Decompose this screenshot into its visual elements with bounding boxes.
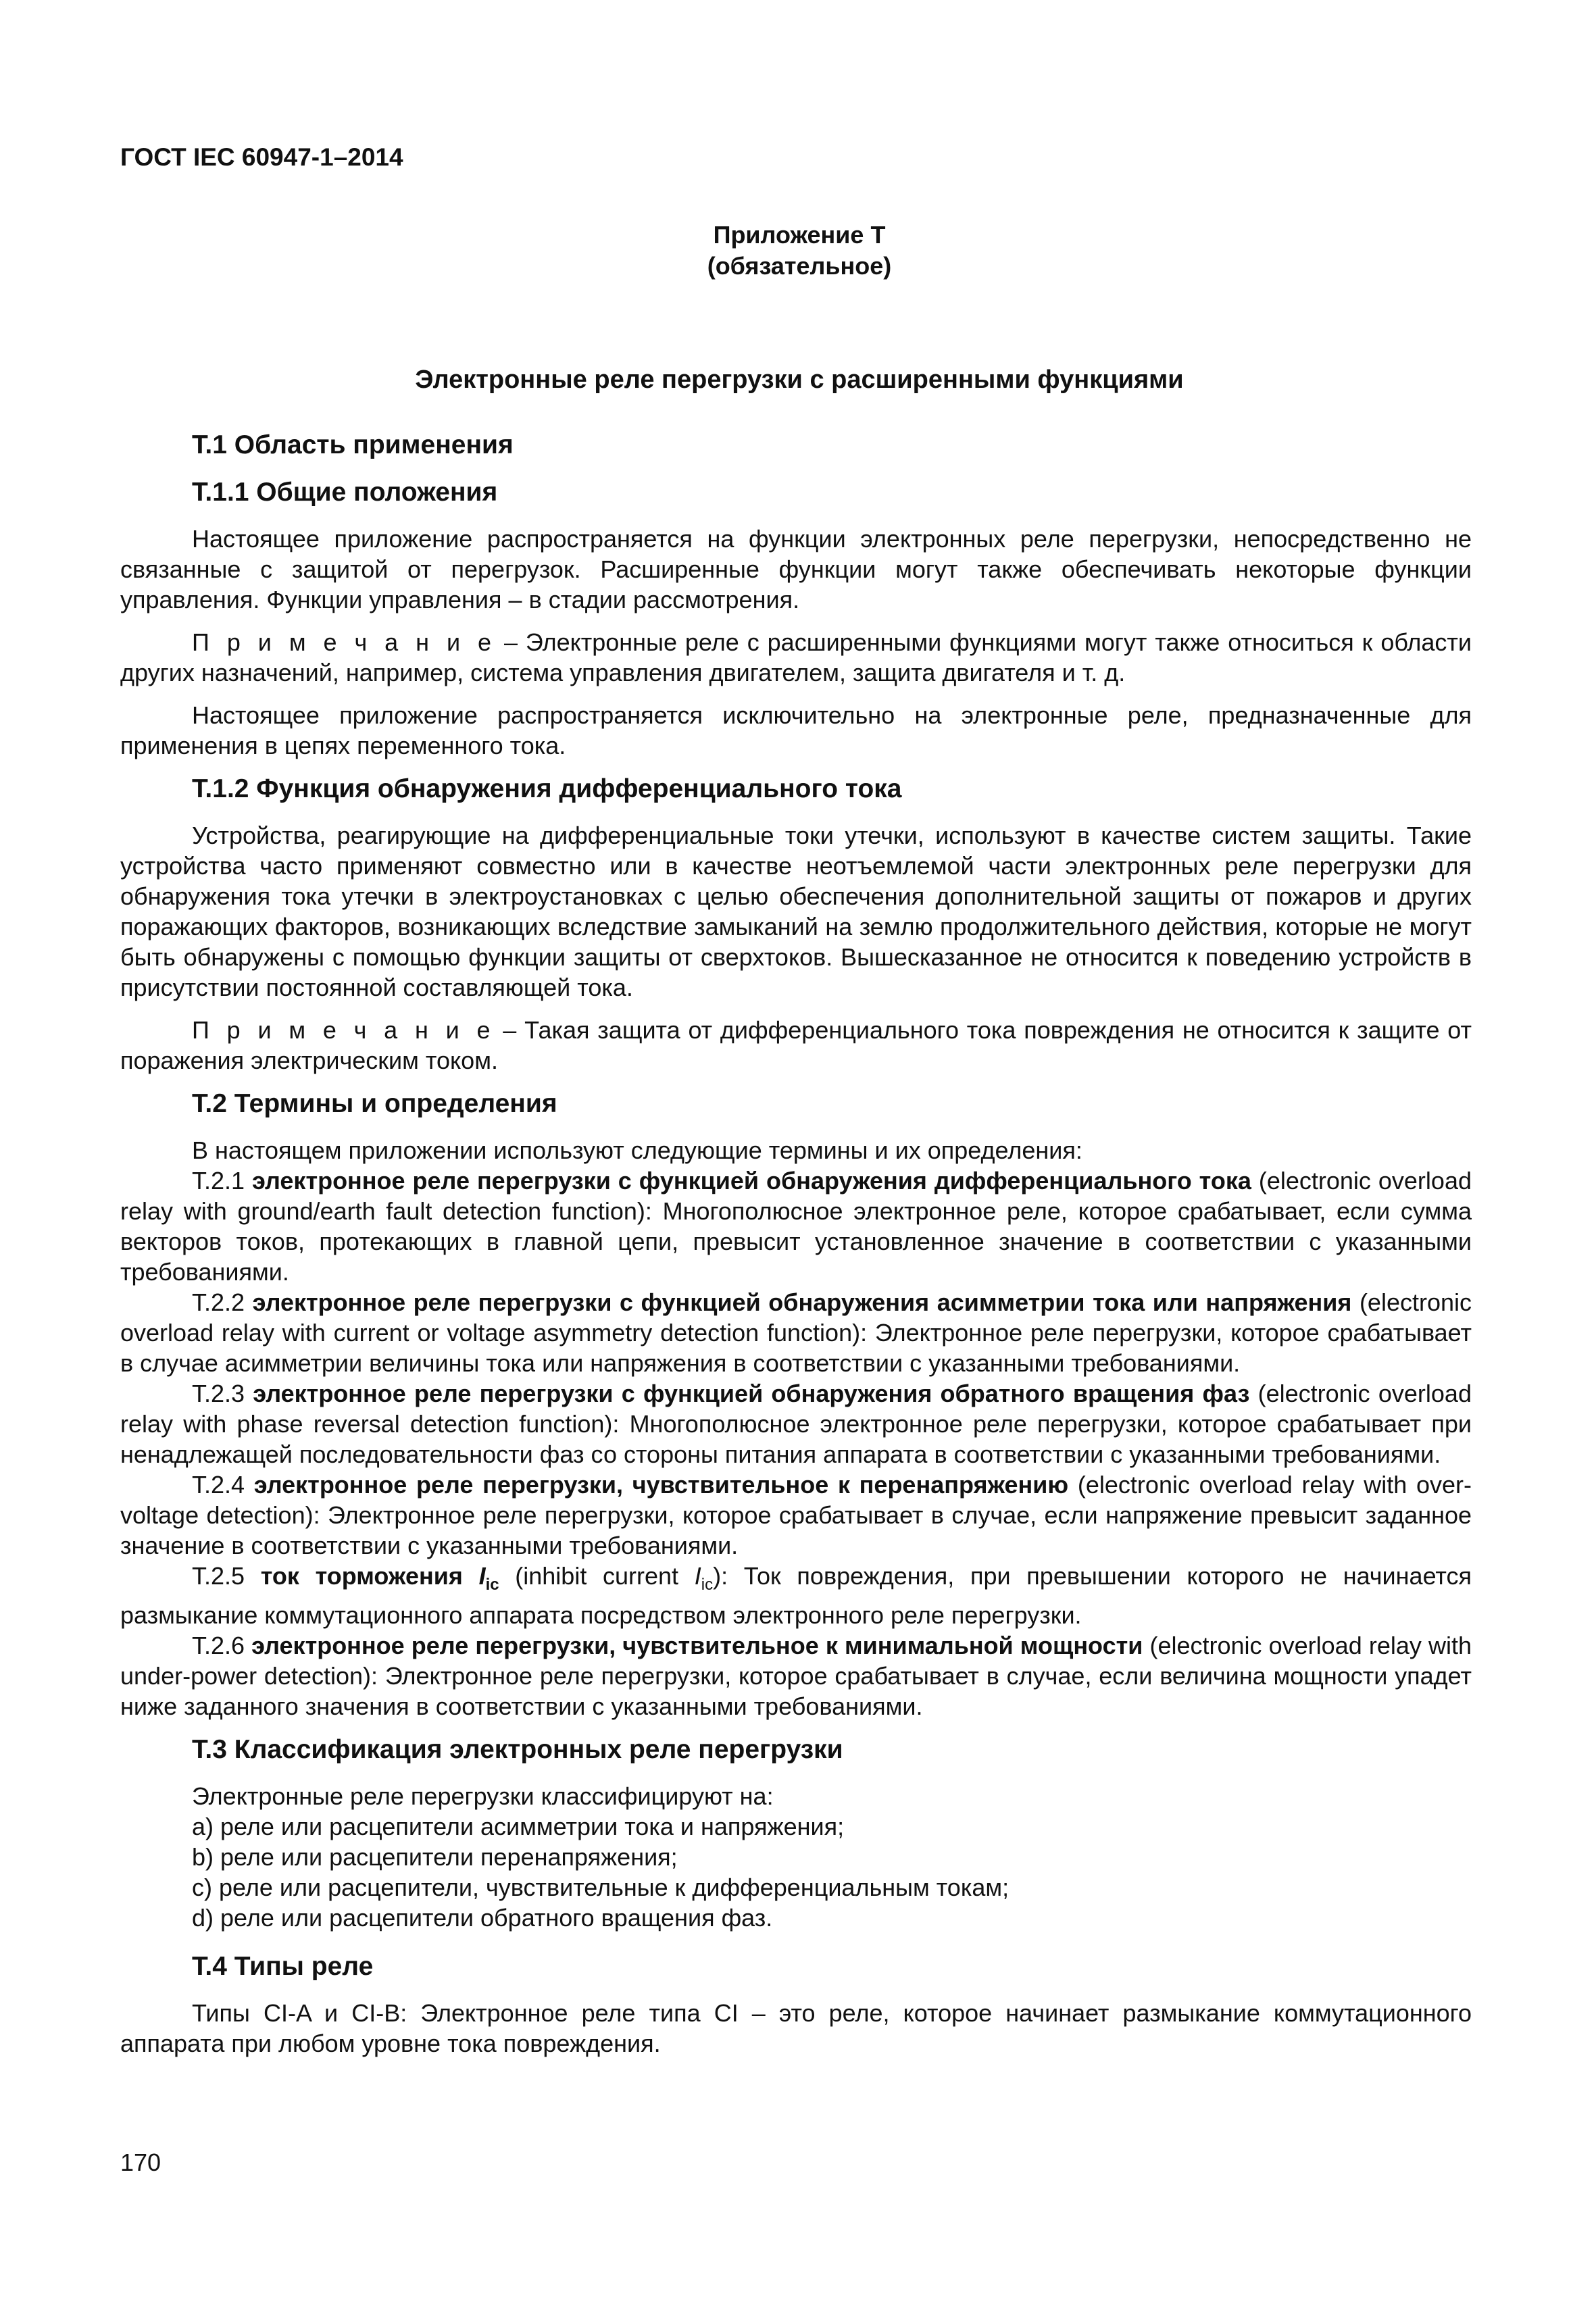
note-label: П р и м е ч а н и е xyxy=(192,1016,495,1044)
definition-term: электронное реле перегрузки, чувствительное к перенапряжению xyxy=(253,1471,1069,1499)
section-t1-heading: Т.1 Область применения xyxy=(192,430,514,459)
definition-t23 xyxy=(120,1378,1472,1469)
classification-list xyxy=(120,1781,1472,1933)
definition-term: ток торможения xyxy=(260,1562,479,1590)
definition-term: электронное реле перегрузки с функцией обнаружения асимметрии тока или напряжения xyxy=(252,1288,1352,1316)
definition-number: Т.2.5 xyxy=(192,1562,261,1590)
symbol-i: I xyxy=(694,1562,701,1590)
note-text: – Электронные реле с расширенными функциями могут также относиться к области других назначений, например, система управления двигателем, защита двигателя и т. д. xyxy=(120,628,1472,686)
definition-term: электронное реле перегрузки с функцией обнаружения обратного вращения фаз xyxy=(253,1380,1250,1407)
definition-number: Т.2.4 xyxy=(192,1471,254,1499)
definition-term: электронное реле перегрузки с функцией обнаружения дифференциального тока xyxy=(252,1167,1251,1194)
definition-text: (electronic overload relay with ground/earth fault detection function): Многополюсное электронное реле, которое срабатывает, если сумма векторов токов, протекающих в главной цепи, превысит установленное значение в соответствии с указанными требованиями. xyxy=(120,1167,1472,1286)
note-t12 xyxy=(120,1015,1472,1076)
note-t11 xyxy=(120,627,1472,688)
note-label: П р и м е ч а н и е xyxy=(192,628,497,656)
section-t2-heading: Т.2 Термины и определения xyxy=(192,1089,557,1118)
section-t11-heading: Т.1.1 Общие положения xyxy=(192,478,498,507)
definition-t24 xyxy=(120,1469,1472,1561)
definition-text: (electronic overload relay with under-power detection): Электронное реле перегрузки, которое срабатывает в случае, если величина мощности упадет ниже заданного значения в соответствии с указанными требованиями. xyxy=(120,1632,1472,1721)
definition-number: Т.2.1 xyxy=(192,1167,253,1194)
symbol-i: I xyxy=(478,1562,486,1590)
section-t12-heading: Т.1.2 Функция обнаружения дифференциального тока xyxy=(192,774,902,803)
definition-number: Т.2.2 xyxy=(192,1288,253,1316)
list-item: c) реле или расцепители, чувствительные к дифференциальным токам; xyxy=(192,1873,1009,1902)
definition-text: (electronic overload relay with phase reversal detection function): Многополюсное электронное реле перегрузки, которое срабатывает при ненадлежащей последовательности фаз со стороны питания аппарата в соответствии с указанными требованиями. xyxy=(120,1380,1472,1468)
document-page xyxy=(120,142,1472,2071)
standard-header: ГОСТ IEC 60947-1–2014 xyxy=(120,143,403,171)
list-item: a) реле или расцепители асимметрии тока и напряжения; xyxy=(192,1813,845,1841)
page-number: 170 xyxy=(120,2148,161,2176)
definition-text: (electronic overload relay with current or voltage asymmetry detection function): Электронное реле перегрузки, которое срабатывает в случае асимметрии величины тока или напряжения в соответствии с указанными требованиями. xyxy=(120,1288,1472,1377)
definition-t22 xyxy=(120,1287,1472,1378)
definition-t25 xyxy=(120,1561,1472,1630)
paragraph-t4-1: Типы CI-A и CI-B: Электронное реле типа CI – это реле, которое начинает размыкание коммутационного аппарата при любом уровне тока повреждения. xyxy=(120,1999,1472,2058)
definition-number: Т.2.6 xyxy=(192,1632,252,1660)
paragraph-t2-intro: В настоящем приложении используют следующие термины и их определения: xyxy=(192,1136,1082,1164)
definition-t26 xyxy=(120,1630,1472,1721)
definition-term: электронное реле перегрузки, чувствительное к минимальной мощности xyxy=(251,1632,1143,1660)
list-item: d) реле или расцепители обратного вращения фаз. xyxy=(192,1904,773,1932)
annex-heading xyxy=(120,220,1472,282)
paragraph-t11-1: Настоящее приложение распространяется на функции электронных реле перегрузки, непосредственно не связанные с защитой от перегрузок. Расширенные функции могут также обеспечивать некоторые функции управления. Функции управления – в стадии рассмотрения. xyxy=(120,525,1472,613)
note-text: – Такая защита от дифференциального тока повреждения не относится к защите от поражения электрическим током. xyxy=(120,1016,1472,1074)
paragraph-t11-2: Настоящее приложение распространяется исключительно на электронные реле, предназначенные для применения в цепях переменного тока. xyxy=(120,701,1472,759)
symbol-subscript: ic xyxy=(485,1576,499,1594)
annex-status: (обязательное) xyxy=(707,252,892,280)
definition-text: ): Ток повреждения, при превышении которого не начинается размыкание коммутационного аппарата посредством электронного реле перегрузки. xyxy=(120,1562,1472,1630)
paragraph-t12-1: Устройства, реагирующие на дифференциальные токи утечки, используют в качестве систем защиты. Такие устройства часто применяют совместно или в качестве неотъемлемой части электронных реле перегрузки для обнаружения тока утечки в электроустановках с целью обеспечения дополнительной защиты от пожаров и других поражающих факторов, возникающих вследствие замыканий на землю продолжительного действия, которые не могут быть обнаружены с помощью функции защиты от сверхтоков. Вышесказанное не относится к поведению устройств в присутствии постоянной составляющей тока. xyxy=(120,822,1472,1001)
definition-t21 xyxy=(120,1165,1472,1287)
document-title: Электронные реле перегрузки с расширенными функциями xyxy=(415,366,1184,394)
section-t4-heading: Т.4 Типы реле xyxy=(192,1952,374,1982)
definition-number: Т.2.3 xyxy=(192,1380,253,1407)
definition-text: (electronic overload relay with over-voltage detection): Электронное реле перегрузки, которое срабатывает в случае, если напряжение превысит заданное значение в соответствии с указанными требованиями. xyxy=(120,1471,1472,1559)
list-intro: Электронные реле перегрузки классифицируют на: xyxy=(192,1782,774,1811)
annex-title: Приложение Т xyxy=(713,221,886,249)
definition-text: (inhibit current xyxy=(499,1562,695,1590)
symbol-subscript: ic xyxy=(701,1576,714,1594)
list-item: b) реле или расцепители перенапряжения; xyxy=(192,1843,678,1871)
section-t3-heading: Т.3 Классификация электронных реле перегрузки xyxy=(192,1735,843,1765)
